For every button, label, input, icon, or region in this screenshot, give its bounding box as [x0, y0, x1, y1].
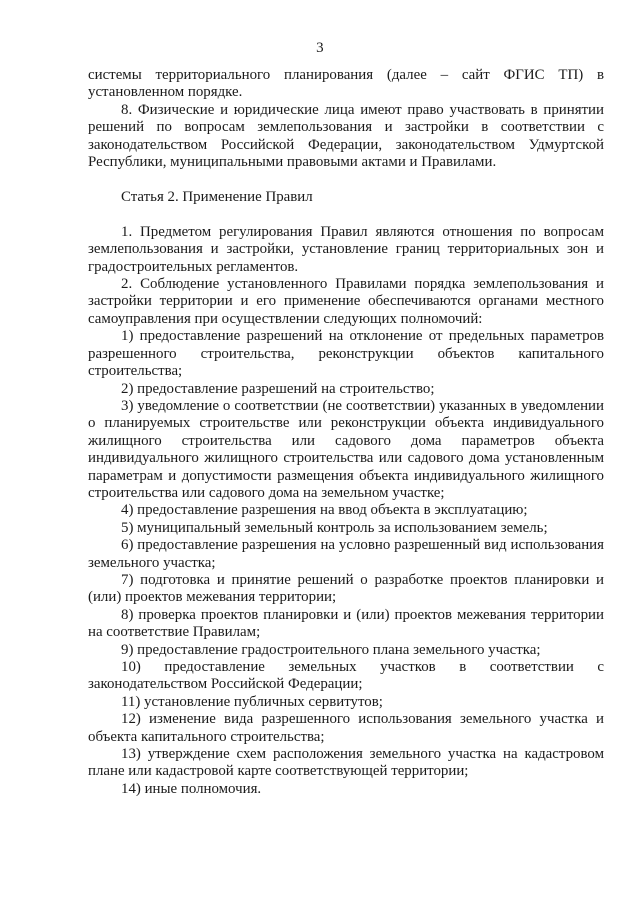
- list-item: 10) предоставление земельных участков в соответствии с законодательством Российской Федерации;: [88, 659, 604, 693]
- list-item: 8) проверка проектов планировки и (или) проектов межевания территории на соответствие Правилам;: [88, 606, 604, 641]
- list-item: 2) предоставление разрешений на строительство;: [121, 380, 435, 397]
- paragraph-8: 8. Физические и юридические лица имеют право участвовать в принятии решений по вопросам землепользования и застройки в соответствии с законодательством Российской Федерации, законодательством Удмуртской Республики, муниципальными правовыми актами и Правилами.: [88, 101, 604, 171]
- article-heading: Статья 2. Применение Правил: [121, 189, 313, 206]
- list-item: 13) утверждение схем расположения земельного участка на кадастровом плане или кадастровой карте соответствующей территории;: [88, 746, 604, 780]
- list-item: 7) подготовка и принятие решений о разработке проектов планировки и (или) проектов межевания территории;: [88, 571, 604, 606]
- article-paragraph: 1. Предметом регулирования Правил являются отношения по вопросам землепользования и застройки, установление границ территориальных зон и градостроительных регламентов.: [88, 223, 604, 275]
- article-paragraph: 2. Соблюдение установленного Правилами порядка землепользования и застройки территории и его применение обеспечиваются органами местного самоуправления при осуществлении следующих полномочий:: [88, 276, 604, 327]
- list-item: 14) иные полномочия.: [121, 780, 262, 797]
- document-body: [88, 67, 604, 798]
- list-item: 12) изменение вида разрешенного использования земельного участка и объекта капитального строительства;: [88, 711, 604, 745]
- list-item: 3) уведомление о соответствии (не соответствии) указанных в уведомлении о планируемых строительстве или реконструкции объекта индивидуального жилищного строительства или садового дома параметров объекта индивидуального жилищного строительства или садового дома установленным параметрам и допустимости размещения объекта индивидуального жилищного строительства или садового дома на земельном участке;: [88, 397, 604, 501]
- list-item: 6) предоставление разрешения на условно разрешенный вид использования земельного участка;: [88, 537, 604, 571]
- list-item: 4) предоставление разрешения на ввод объекта в эксплуатацию;: [121, 502, 528, 519]
- list-item: 1) предоставление разрешений на отклонение от предельных параметров разрешенного строительства, реконструкции объектов капитального строительства;: [88, 328, 604, 380]
- list-item: 11) установление публичных сервитутов;: [121, 693, 383, 710]
- paragraph-continuation: системы территориального планирования (далее – сайт ФГИС ТП) в установленном порядке.: [88, 67, 604, 101]
- page-number: 3: [316, 40, 324, 56]
- list-item: 5) муниципальный земельный контроль за использованием земель;: [121, 519, 548, 536]
- list-item: 9) предоставление градостроительного плана земельного участка;: [121, 641, 541, 658]
